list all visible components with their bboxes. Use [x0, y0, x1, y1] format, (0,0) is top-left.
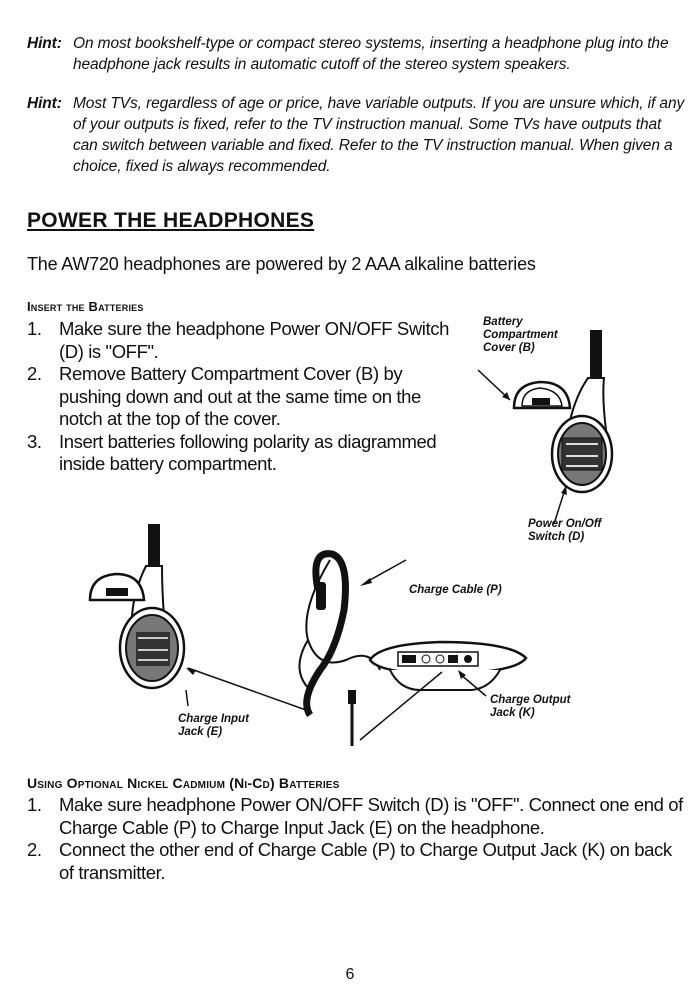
list-item — [27, 839, 687, 884]
list-item — [27, 794, 687, 839]
step-number: 1. — [27, 794, 42, 815]
headband-icon — [148, 524, 160, 568]
nicad-steps — [27, 794, 687, 884]
step-text: Insert batteries following polarity as diagrammed inside battery compartment. — [59, 430, 437, 474]
step-text: Make sure headphone Power ON/OFF Switch (D) is "OFF". Connect one end of Charge Cable (P) to Charge Input Jack (E) on the headphone. — [59, 794, 683, 838]
step-number: 2. — [27, 363, 42, 384]
hint-text: On most bookshelf-type or compact stereo systems, inserting a headphone plug into the headphone jack results in automatic cutoff of the stereo system speakers. — [73, 35, 669, 73]
charge-cable-callout: Charge Cable (P) — [409, 584, 502, 596]
charge-input-callout: Charge Input Jack (E) — [178, 713, 249, 738]
step-text: Remove Battery Compartment Cover (B) by pushing down and out at the same time on the notch at the top of the cover. — [59, 363, 421, 429]
charge-output-callout: Charge Output Jack (K) — [490, 694, 571, 719]
hint-text: Most TVs, regardless of age or price, have variable outputs. If you are unsure which, if any of your outputs is fixed, refer to the TV instruction manual. Some TVs have outputs that can switch between variable and fixed. Refer to the TV instruction manual. When given a choice, fixed is always recommended. — [73, 95, 685, 175]
hint-label: Hint: — [27, 95, 62, 112]
hint-1 — [27, 33, 687, 75]
step-number: 2. — [27, 839, 42, 860]
step-number: 1. — [27, 318, 42, 339]
battery-cover-callout: Battery Compartment Cover (B) — [483, 316, 558, 354]
list-item — [27, 318, 457, 363]
battery-cover-icon — [90, 574, 144, 600]
step-text: Connect the other end of Charge Cable (P) to Charge Output Jack (K) on back of transmitter. — [59, 839, 672, 883]
list-item — [27, 431, 457, 476]
power-switch-callout: Power On/Off Switch (D) — [528, 518, 602, 543]
charging-connection-illustration — [80, 520, 640, 760]
headband-icon — [590, 330, 602, 380]
step-number: 3. — [27, 430, 42, 452]
insert-batteries-steps — [27, 318, 457, 476]
charge-cable-icon — [307, 554, 346, 715]
page-number: 6 — [345, 966, 355, 983]
intro-paragraph: The AW720 headphones are powered by 2 AAA alkaline batteries — [27, 254, 536, 274]
hint-label: Hint: — [27, 35, 62, 52]
insert-batteries-heading: Insert the Batteries — [27, 299, 144, 314]
section-title: POWER THE HEADPHONES — [27, 209, 315, 232]
step-text: Make sure the headphone Power ON/OFF Switch (D) is "OFF". — [59, 318, 449, 362]
hint-2 — [27, 93, 687, 177]
nicad-heading: Using Optional Nickel Cadmium (Ni-Cd) Batteries — [27, 775, 340, 791]
list-item — [27, 363, 457, 431]
